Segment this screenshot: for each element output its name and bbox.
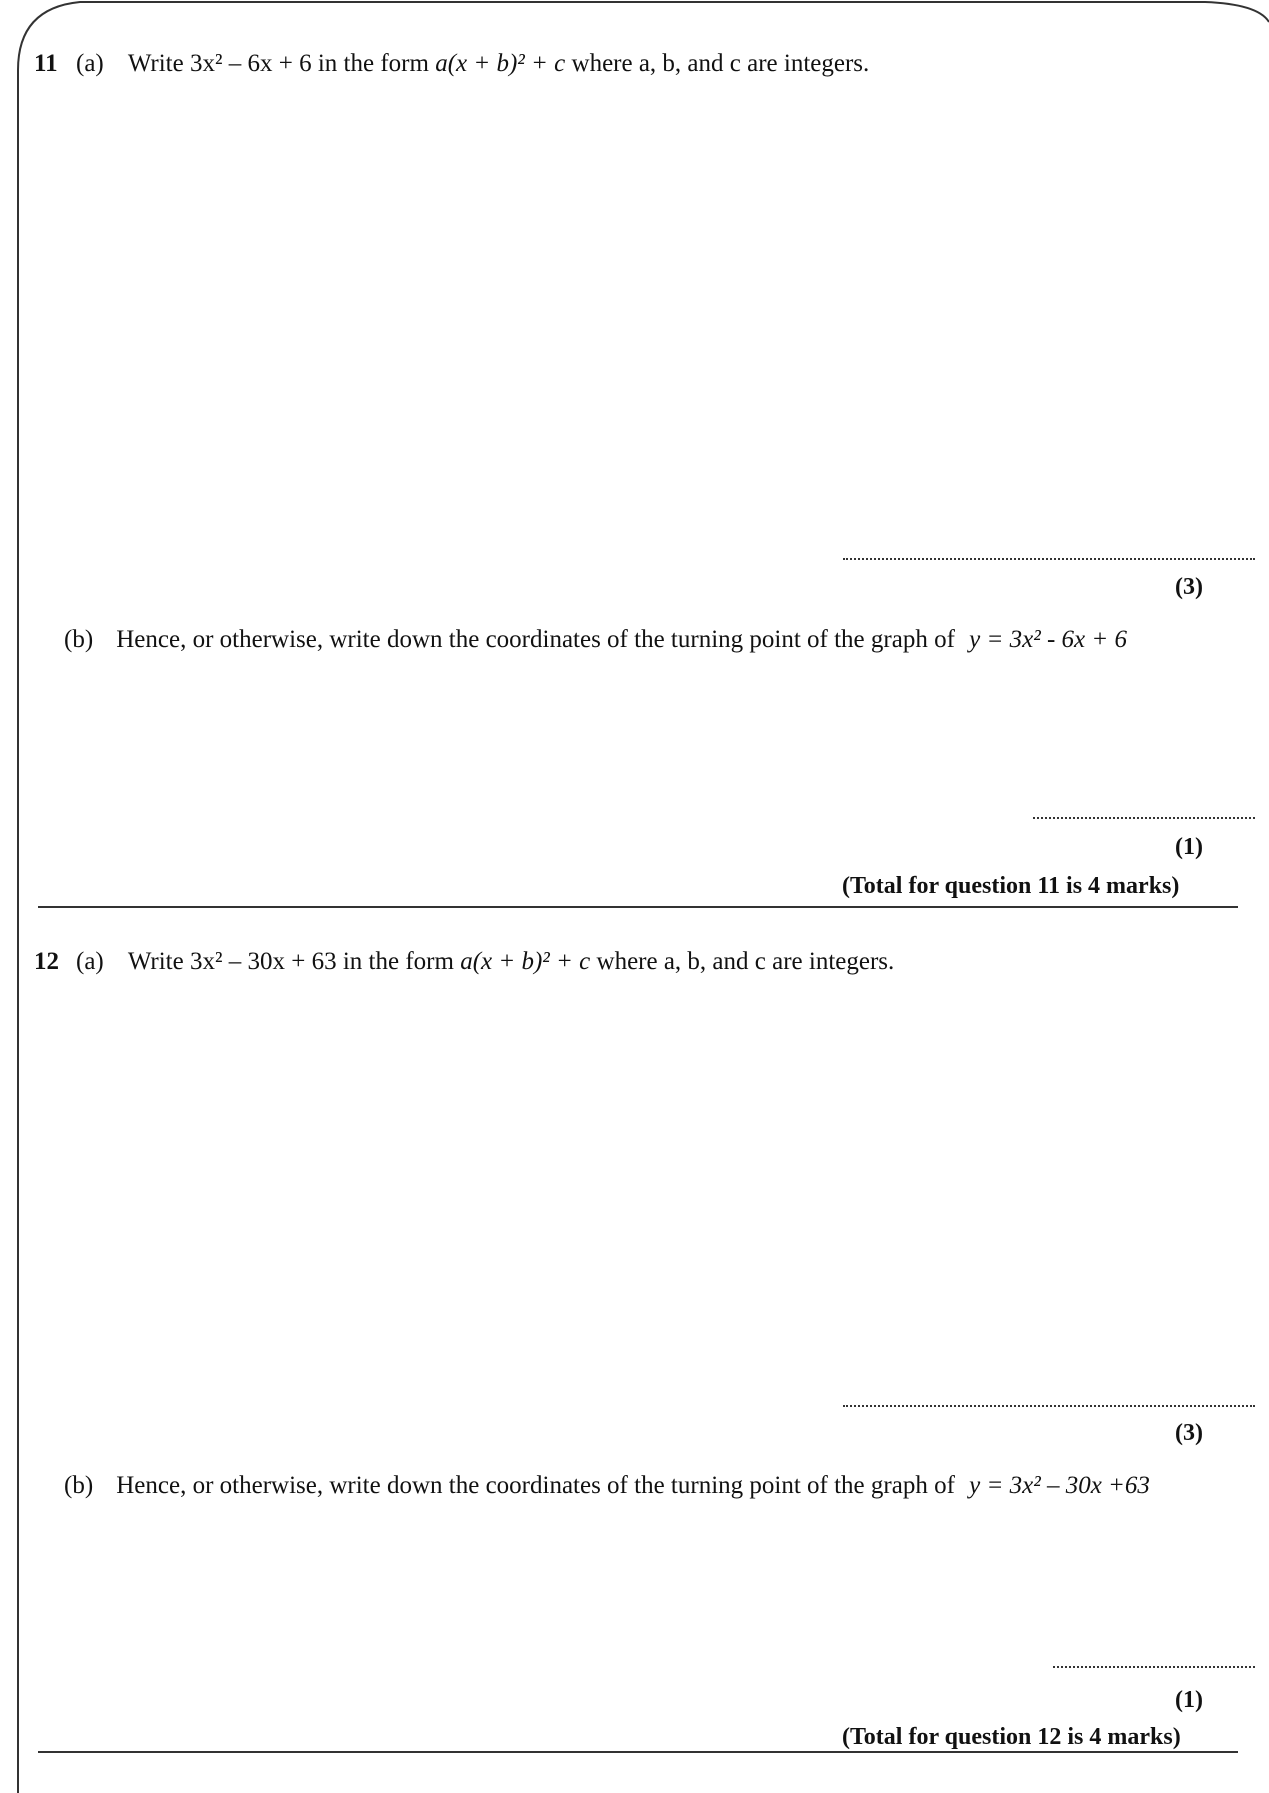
q11-a-mid: in the form bbox=[317, 50, 429, 77]
q11-divider bbox=[38, 906, 1238, 908]
q11-a-verb: Write bbox=[127, 50, 184, 77]
q11-part-a-prompt bbox=[34, 49, 869, 79]
q12-a-marks: (3) bbox=[1175, 1420, 1203, 1446]
q11-a-expression: 3x² – 6x + 6 bbox=[189, 50, 312, 77]
q12-b-equation: y = 3x² – 30x +63 bbox=[969, 1472, 1150, 1499]
q11-part-b-label: (b) bbox=[64, 626, 94, 653]
q12-part-b-label: (b) bbox=[64, 1472, 94, 1499]
q12-b-text: Hence, or otherwise, write down the coordinates of the turning point of the graph of bbox=[116, 1472, 955, 1499]
q11-number: 11 bbox=[34, 50, 58, 77]
q11-a-form: a(x + b)² + c bbox=[435, 50, 566, 77]
q11-b-marks: (1) bbox=[1175, 834, 1203, 860]
q12-total: (Total for question 12 is 4 marks) bbox=[842, 1724, 1181, 1750]
q12-part-b-prompt bbox=[64, 1471, 1150, 1501]
q11-part-b-prompt bbox=[64, 625, 1127, 655]
q12-a-form: a(x + b)² + c bbox=[460, 948, 591, 975]
q11-b-equation: y = 3x² - 6x + 6 bbox=[969, 626, 1128, 653]
q12-a-tail: where a, b, and c are integers. bbox=[596, 948, 895, 975]
q11-b-text: Hence, or otherwise, write down the coordinates of the turning point of the graph of bbox=[116, 626, 955, 653]
q11-b-answer-line[interactable] bbox=[1033, 817, 1255, 819]
q12-part-a-label: (a) bbox=[76, 948, 104, 975]
q12-part-a-prompt bbox=[34, 947, 894, 977]
q12-b-answer-line[interactable] bbox=[1053, 1666, 1255, 1668]
q11-a-tail: where a, b, and c are integers. bbox=[571, 50, 870, 77]
q11-part-a-label: (a) bbox=[76, 50, 104, 77]
q11-a-answer-line[interactable] bbox=[843, 558, 1255, 560]
q11-a-marks: (3) bbox=[1175, 574, 1203, 600]
q12-b-marks: (1) bbox=[1175, 1687, 1203, 1713]
q12-a-answer-line[interactable] bbox=[843, 1405, 1255, 1407]
q12-number: 12 bbox=[34, 948, 59, 975]
q12-a-verb: Write bbox=[127, 948, 184, 975]
q11-total: (Total for question 11 is 4 marks) bbox=[842, 873, 1180, 899]
q12-divider bbox=[38, 1751, 1238, 1753]
q12-a-mid: in the form bbox=[342, 948, 454, 975]
q12-a-expression: 3x² – 30x + 63 bbox=[189, 948, 337, 975]
